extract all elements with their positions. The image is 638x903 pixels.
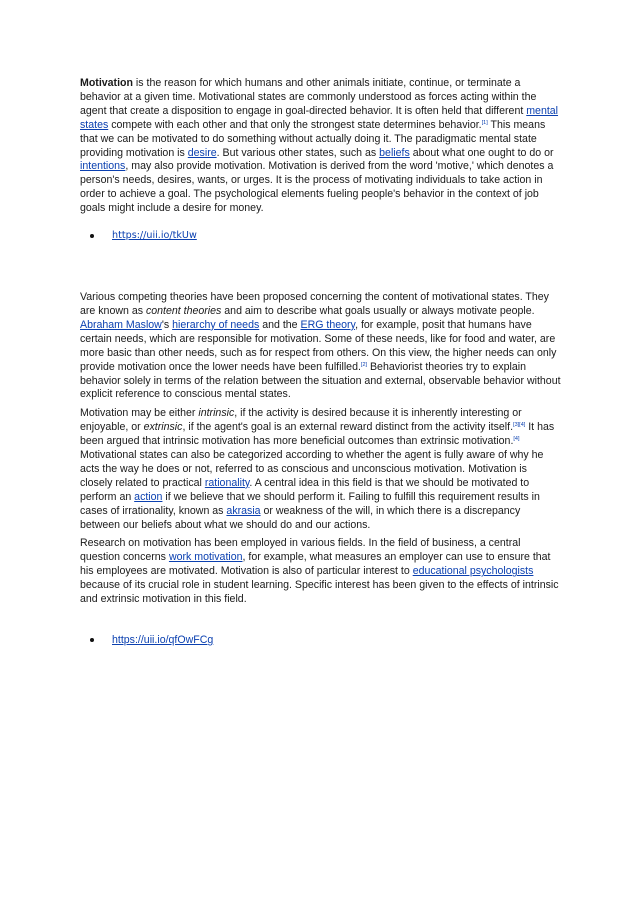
citation-1[interactable]: [1]	[481, 119, 488, 126]
link-intentions[interactable]: intentions	[80, 160, 126, 173]
link-hierarchy-of-needs[interactable]: hierarchy of needs	[172, 318, 260, 331]
link-action[interactable]: action	[134, 490, 163, 503]
text: Behaviorist theories try to explain behavior solely in terms of the relation between the situation and external, observable behavior without explicit reference to conscious mental states.	[80, 360, 561, 401]
document-page	[80, 77, 562, 647]
paragraph-research	[80, 537, 562, 607]
url-link-2[interactable]: https://uii.io/qfOwFCg	[112, 634, 214, 646]
text: Motivational states can also be categorized according to whether the agent is fully aware of why he acts the way he does or not, referred to as conscious and unconscious motivation. Motivation is closely related to practical	[80, 449, 544, 489]
term-content-theories: content theories	[145, 304, 222, 317]
bullet-dot-icon	[90, 234, 94, 238]
term-intrinsic: intrinsic	[198, 407, 235, 420]
text: 's	[161, 318, 173, 331]
citation-3-4[interactable]: [3][4]	[513, 422, 526, 429]
text: and aim to describe what goals usually or always motivate people.	[221, 304, 535, 317]
text: Motivation may be either	[80, 407, 199, 420]
text: , if the activity is desired because it is inherently interesting or enjoyable, or	[80, 407, 522, 434]
url-link-1[interactable]: https://uii.io/tkUw	[112, 230, 197, 242]
text: and the	[259, 318, 301, 331]
text: , if the agent's goal is an external reward distinct from the activity itself.	[182, 421, 514, 434]
citation-4[interactable]: [4]	[513, 436, 520, 443]
text: , may also provide motivation. Motivation is derived from the word 'motive,' which denotes a person's needs, desires, wants, or urges. It is the process of motivating individuals to take action in order to achieve a goal. The psychological elements fueling people's behavior in the context of job goals might include a desire for money.	[80, 160, 554, 215]
paragraph-motivation-intro	[80, 77, 562, 216]
term-motivation: Motivation	[80, 77, 133, 89]
link-work-motivation[interactable]: work motivation	[168, 551, 243, 564]
text: is the reason for which humans and other animals initiate, continue, or terminate a behavior at a given time. Motivational states are commonly understood as forces acting within the agent that create a disposition to engage in goal-directed behavior. It is often held that different	[80, 77, 537, 117]
citation-2[interactable]: [2]	[360, 361, 368, 368]
link-akrasia[interactable]: akrasia	[226, 504, 261, 517]
text: or weakness of the will, in which there is a discrepancy between our beliefs about what we should do and our actions.	[80, 504, 521, 531]
link-desire[interactable]: desire	[187, 146, 217, 159]
link-erg-theory[interactable]: ERG theory	[300, 318, 356, 331]
term-extrinsic: extrinsic	[143, 421, 183, 434]
text: . But various other states, such as	[216, 146, 380, 159]
text: It has been argued that intrinsic motivation has more beneficial outcomes than extrinsic motivation.	[80, 421, 555, 448]
text: because of its crucial role in student learning. Specific interest has been given to the effects of intrinsic and extrinsic motivation in this field.	[80, 579, 559, 606]
bullet-item-link-1	[80, 229, 562, 243]
text: if we believe that we should perform it. Failing to fulfill this requirement results in cases of irrationality, known as	[80, 490, 540, 517]
text: , for example, what measures an employer can use to ensure that his employees are motivated. Motivation is also of particular interest to	[80, 551, 551, 578]
link-beliefs[interactable]: beliefs	[379, 146, 410, 159]
text: about what one ought to do or	[409, 146, 554, 159]
paragraph-content-theories	[80, 291, 562, 402]
bullet-dot-icon	[90, 638, 94, 642]
text: compete with each other and that only the strongest state determines behavior.	[108, 118, 482, 131]
paragraph-intrinsic-extrinsic	[80, 407, 562, 532]
text: Research on motivation has been employed in various fields. In the field of business, a central question concerns	[80, 537, 521, 564]
text: , for example, posit that humans have certain needs, which are responsible for motivation. Some of these needs, like for food and water, are more basic than other needs, such as for respect from others. On this view, the higher needs can only provide motivation once the lower needs have been fulfilled.	[80, 318, 557, 373]
link-educational-psychologists[interactable]: educational psychologists	[412, 565, 534, 578]
link-abraham-maslow[interactable]: Abraham Maslow	[80, 318, 162, 331]
link-mental-states[interactable]: mental states	[80, 104, 559, 131]
text: Various competing theories have been proposed concerning the content of motivational states. They are known as	[80, 291, 549, 317]
text: This means that we can be motivated to do something without actually doing it. The paradigmatic mental state providing motivation is	[80, 118, 546, 159]
text: . A central idea in this field is that we should be motivated to perform an	[80, 476, 530, 503]
bullet-item-link-2	[80, 633, 562, 647]
link-rationality[interactable]: rationality	[204, 476, 250, 489]
